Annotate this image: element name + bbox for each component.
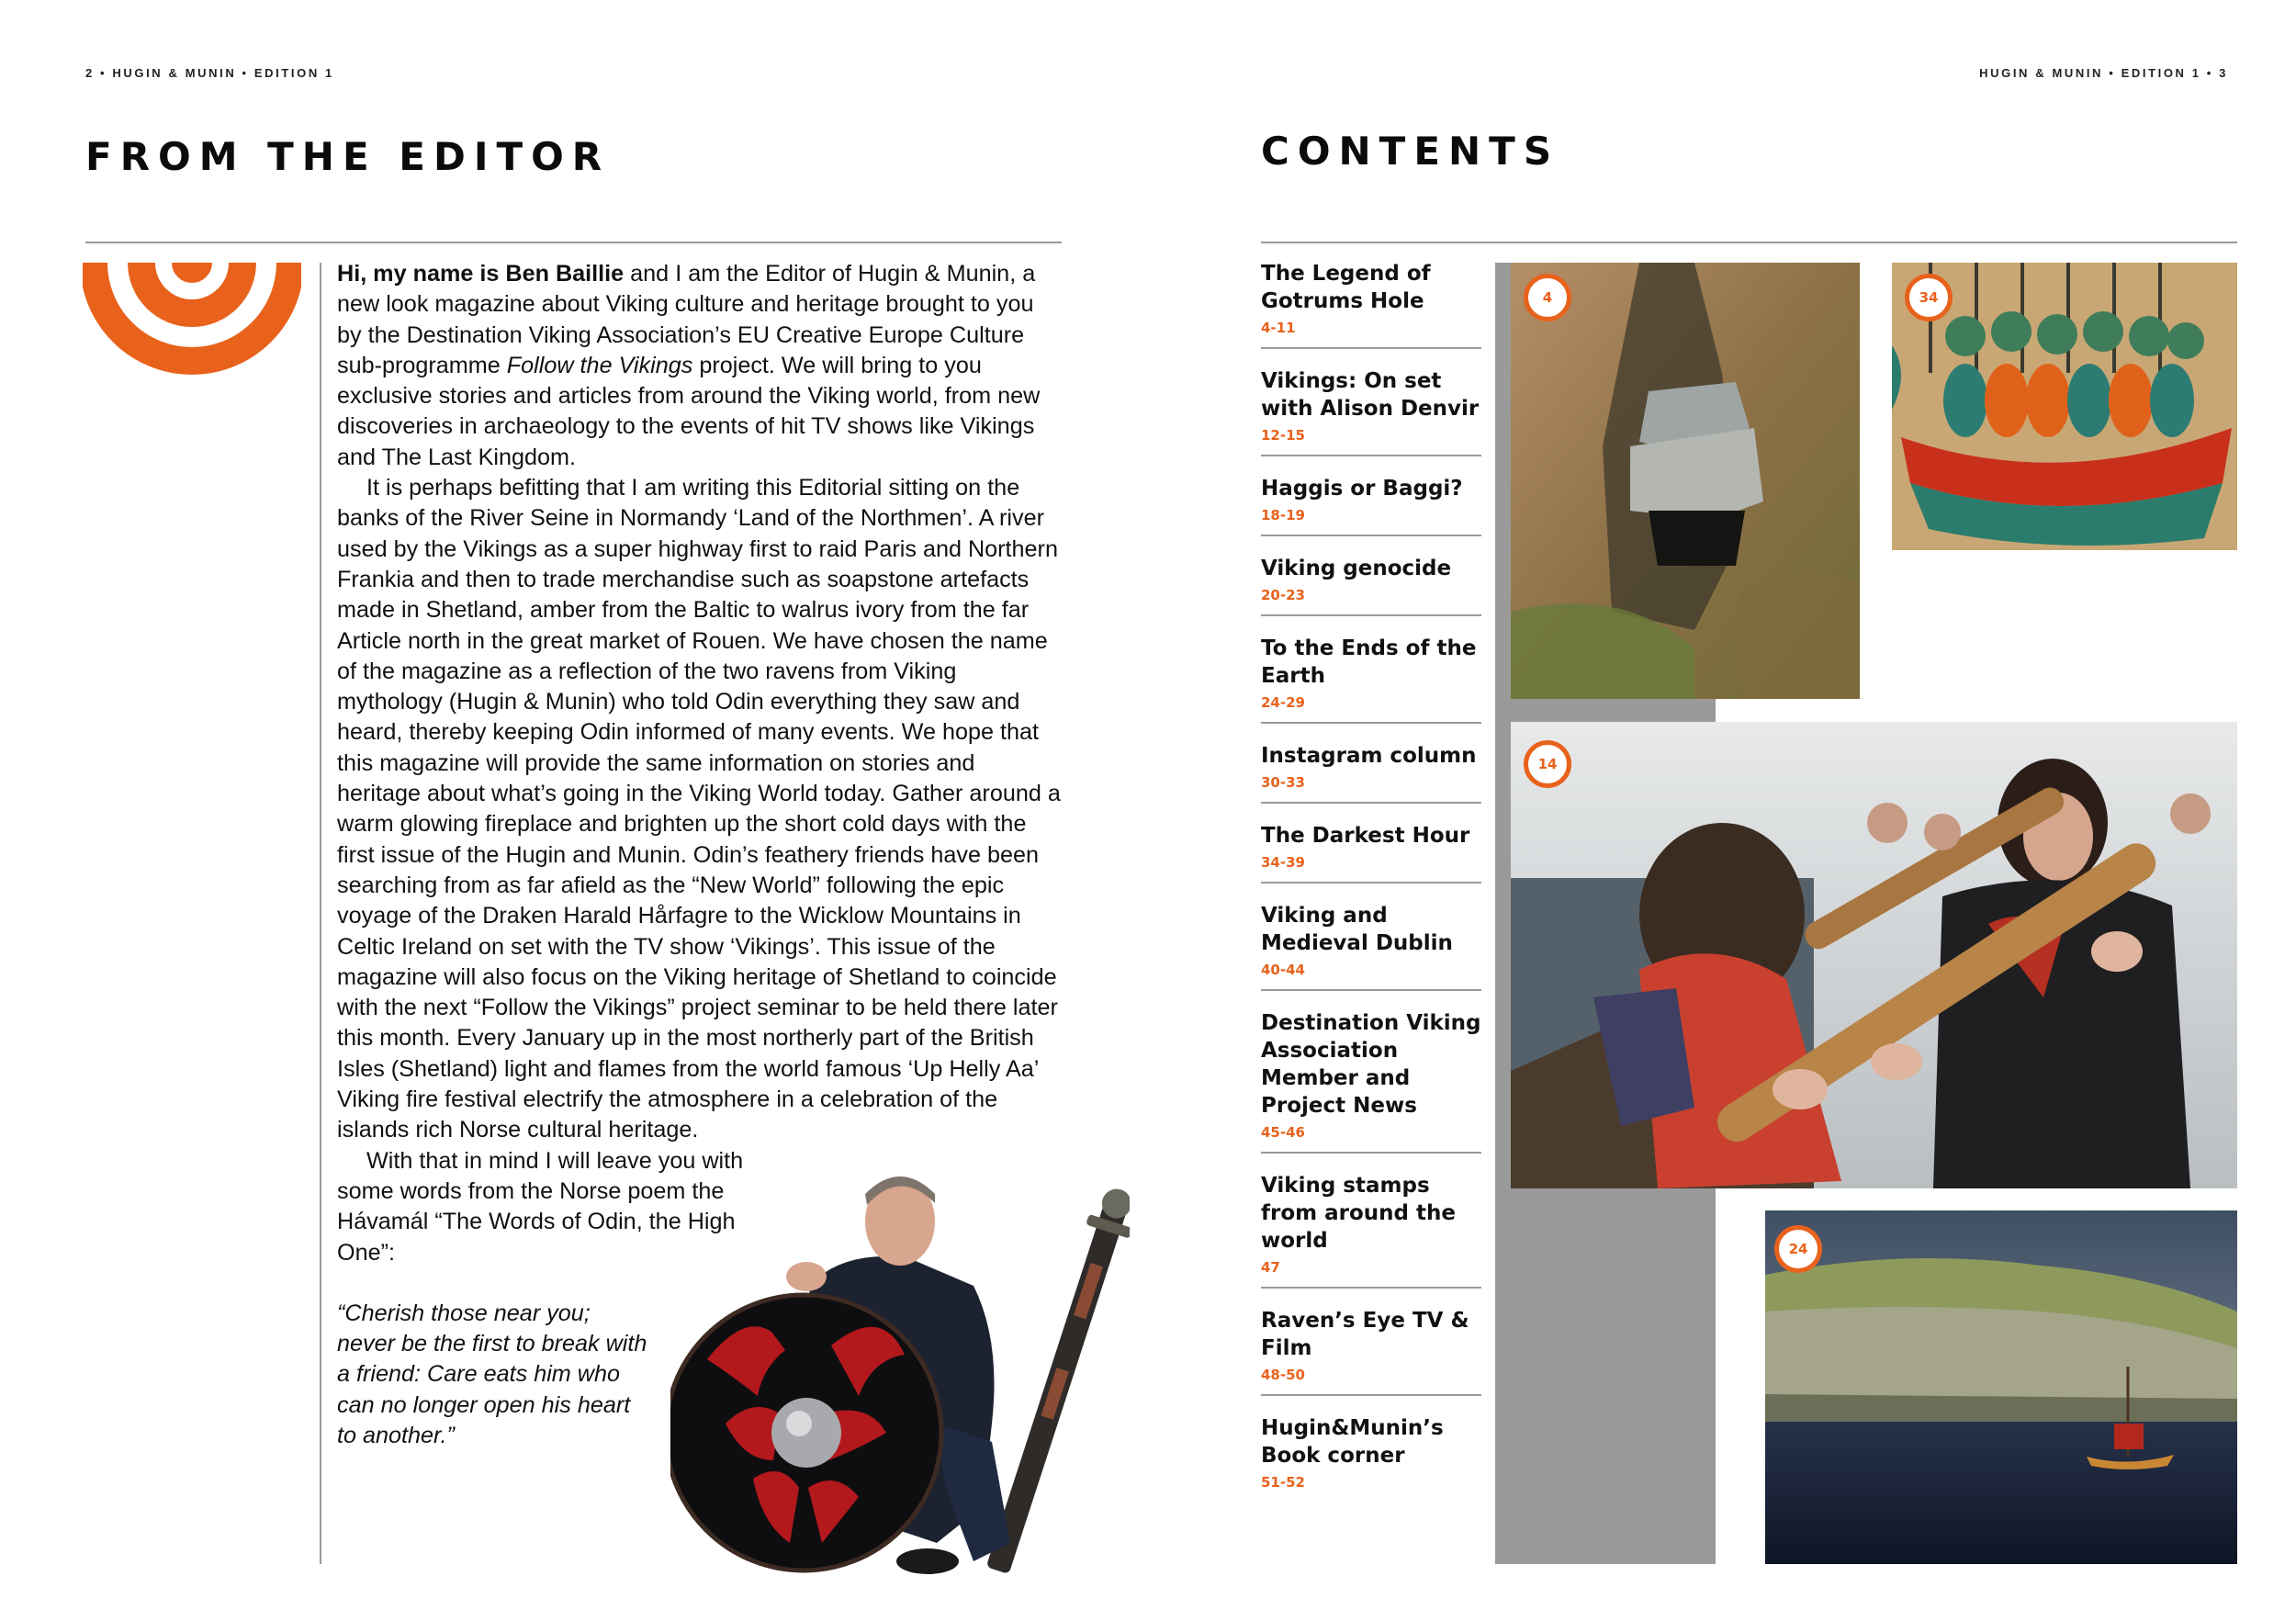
page-badge-24: 24 [1774, 1225, 1822, 1273]
contents-item-pages: 40-44 [1261, 962, 1305, 978]
viking-ship-tapestry-photo[interactable] [1892, 263, 2237, 550]
contents-item[interactable] [1261, 365, 1481, 456]
havamal-quote: “Cherish those near you; never be the first to break with a friend: Care eats him who can no longer open his heart to another.” [337, 1300, 647, 1448]
contents-item-pages: 47 [1261, 1259, 1280, 1276]
contents-item-title: Raven’s Eye TV & Film [1261, 1309, 1469, 1360]
contents-item[interactable] [1261, 739, 1481, 804]
contents-item-title: Viking stamps from around the world [1261, 1174, 1456, 1253]
editor-paragraph-2: It is perhaps befitting that I am writing this Editorial sitting on the banks of the River Seine in Normandy ‘Land of the Northmen’. A river used by the Vikings as a super highway first to raid Paris and Northern Frankia and then to trade merchandise such as soapstone artefacts made in Shetland, amber from the Baltic to walrus ivory from the far Article north in the great market of Rouen. We have chosen the name of the magazine as a reflection of the two ravens from Viking mythology (Hugin & Munin) who told Odin everything they saw and heard, thereby keeping Odin informed of many events. We hope that this magazine will provide the same information on stories and heritage about what’s going in the Viking World today. Gather around a warm glowing fireplace and brighten up the short cold days with the first issue of the Hugin and Munin. Odin’s feathery friends have been searching from as far afield as the “New World” following the epic voyage of the Draken Harald Hårfagre to the Wicklow Mountains in Celtic Ireland on set with the TV show ‘Vikings’. This issue of the magazine will also focus on the Viking heritage of Shetland to coincide with the next “Follow the Vikings” project seminar to be held there later this month. Every January up in the most northerly part of the British Isles (Shetland) light and flames from the world famous ‘Up Helly Aa’ Viking fire festival electrify the atmosphere in a celebration of the islands rich Norse cultural heritage. [337, 475, 1061, 1143]
contents-item-pages: 4-11 [1261, 320, 1296, 336]
contents-item-pages: 51-52 [1261, 1474, 1305, 1491]
contents-item-title: Instagram column [1261, 744, 1477, 768]
page-badge-34: 34 [1905, 274, 1953, 321]
editor-portrait-with-shield [670, 1157, 1130, 1589]
viking-rowers-photo[interactable] [1511, 722, 2237, 1188]
contents-item-pages: 12-15 [1261, 427, 1305, 444]
page-folio-right: HUGIN & MUNIN • EDITION 1 • 3 [1979, 66, 2228, 80]
contents-item-pages: 34-39 [1261, 854, 1305, 871]
contents-item-title: Destination Viking Association Member and Project News [1261, 1011, 1481, 1118]
contents-item-title: Viking genocide [1261, 557, 1452, 580]
contents-item[interactable] [1261, 552, 1481, 616]
gotrums-hole-photo[interactable] [1511, 263, 1860, 699]
editor-paragraph-1 [337, 259, 1064, 473]
project-name: Follow the Vikings [506, 352, 693, 378]
contents-item[interactable] [1261, 819, 1481, 884]
contents-item[interactable] [1261, 472, 1481, 536]
editor-column-divider [320, 263, 321, 1564]
contents-rule [1261, 242, 2237, 243]
contents-item[interactable] [1261, 1304, 1481, 1396]
contents-item[interactable] [1261, 1169, 1481, 1289]
contents-item-pages: 48-50 [1261, 1367, 1305, 1383]
contents-item-title: Hugin&Munin’s Book corner [1261, 1416, 1444, 1468]
page-badge-14: 14 [1524, 740, 1571, 788]
editor-greeting: Hi, my name is Ben Baillie [337, 261, 625, 287]
contents-item-pages: 18-19 [1261, 507, 1305, 523]
contents-item-title: Viking and Medieval Dublin [1261, 904, 1453, 955]
contents-item-title: The Legend of Gotrums Hole [1261, 262, 1431, 313]
contents-item[interactable] [1261, 632, 1481, 724]
contents-item[interactable] [1261, 1007, 1481, 1154]
table-of-contents [1261, 257, 1481, 1517]
spiral-logo-icon [83, 263, 301, 423]
editor-paragraph-3: With that in mind I will leave you with some words from the Norse poem the Hávamál “The Words of Odin, the High One”: [337, 1147, 744, 1266]
contents-item-pages: 24-29 [1261, 694, 1305, 711]
contents-item[interactable] [1261, 1412, 1481, 1502]
contents-item[interactable] [1261, 899, 1481, 991]
contents-item-title: To the Ends of the Earth [1261, 636, 1477, 688]
contents-heading: CONTENTS [1261, 129, 1560, 174]
editor-intro-text: and I am the Editor of Hugin & Munin, a new look magazine about Viking culture and heritage brought to you by the Destination Viking Association’s EU Creative Europe Culture sub-programme [337, 261, 1036, 378]
contents-item[interactable] [1261, 257, 1481, 349]
contents-item-pages: 30-33 [1261, 774, 1305, 791]
editor-intro-text-2: project. We will bring to you exclusive stories and articles from around the Viking world, from new discoveries in archaeology to the events of hit TV shows like Vikings and The Last Kingdom. [337, 352, 1041, 470]
contents-item-title: Vikings: On set with Alison Denvir [1261, 369, 1480, 421]
contents-item-title: Haggis or Baggi? [1261, 477, 1463, 501]
contents-item-pages: 45-46 [1261, 1124, 1305, 1141]
contents-item-title: The Darkest Hour [1261, 824, 1470, 848]
editor-rule [85, 242, 1062, 243]
viking-ship-cliffs-photo[interactable] [1765, 1210, 2237, 1564]
contents-item-pages: 20-23 [1261, 587, 1305, 603]
page-badge-4: 4 [1524, 274, 1571, 321]
editor-heading: FROM THE EDITOR [85, 134, 611, 179]
page-folio-left: 2 • HUGIN & MUNIN • EDITION 1 [85, 66, 334, 80]
